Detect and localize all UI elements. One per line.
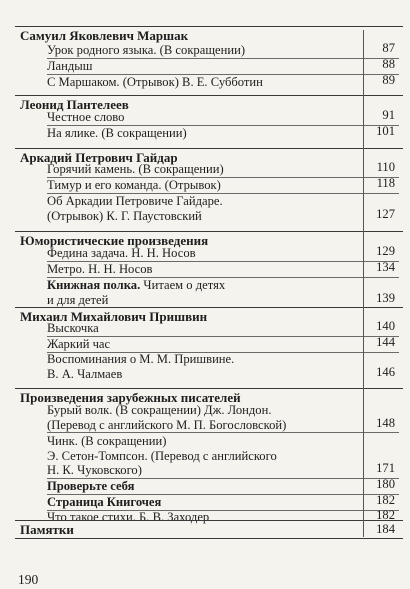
entry-text: Э. Сетон-Томпсон. (Перевод с английского: [47, 448, 277, 463]
entry-text: Горячий камень. (В сокращении): [47, 162, 224, 176]
memo-title: Памятки: [20, 522, 74, 537]
entry-page: 139: [376, 290, 395, 305]
entry-page: 148: [376, 415, 395, 430]
toc-entry[interactable]: [47, 246, 399, 262]
toc-entry[interactable]: [47, 337, 399, 353]
entry-text: Бурый волк. (В сокращении) Дж. Лондон.: [47, 403, 272, 417]
section-title: Самуил Яковлевич Маршак: [20, 28, 189, 43]
toc-entry[interactable]: [47, 59, 399, 75]
entry-text: Об Аркадии Петровиче Гайдаре.: [47, 194, 223, 208]
entry-page: 127: [376, 206, 395, 221]
toc-section: [15, 231, 403, 310]
entry-page: 89: [382, 73, 395, 87]
entry-text: С Маршаком. (Отрывок) В. Е. Субботин: [47, 75, 263, 89]
entry-page: 88: [382, 57, 395, 71]
toc-entry[interactable]: [47, 43, 399, 59]
toc-entry[interactable]: [47, 479, 399, 495]
entry-page: 171: [376, 461, 395, 476]
entry-page: 140: [376, 319, 395, 333]
entry-text: Урок родного языка. (В сокращении): [47, 43, 246, 57]
toc-section: [15, 148, 403, 227]
entry-text: Воспоминания о М. М. Пришвине.: [47, 352, 235, 366]
entry-bold-label: Страница Книгочея: [47, 495, 162, 509]
toc-entry[interactable]: [47, 434, 399, 479]
entry-bold-label: Книжная полка.: [47, 278, 141, 292]
toc-entry[interactable]: [47, 352, 399, 381]
entry-text: Жаркий час: [47, 337, 111, 351]
entry-page: 101: [376, 124, 395, 138]
entry-page: 144: [376, 335, 395, 349]
entry-text: Федина задача. Н. Н. Носов: [47, 246, 196, 260]
entry-text: Тимур и его команда. (Отрывок): [47, 178, 221, 192]
entry-page: 118: [376, 176, 395, 190]
entry-text: Выскочка: [47, 321, 99, 335]
page-column-rule: [363, 30, 364, 537]
entry-text: Н. К. Чуковского): [47, 463, 142, 478]
entry-page: 182: [376, 493, 395, 507]
memo-page: 184: [376, 522, 395, 536]
toc-section: [15, 95, 403, 142]
toc-entry[interactable]: [47, 178, 399, 194]
entry-page: 134: [376, 260, 395, 274]
toc-entry[interactable]: [47, 321, 399, 337]
toc-entry[interactable]: [47, 262, 399, 278]
entry-text: Что такое стихи. Б. В. Заходер: [47, 510, 210, 524]
toc-entry[interactable]: [47, 75, 399, 90]
entry-text: На ялике. (В сокращении): [47, 126, 187, 140]
entry-text: и для детей: [47, 292, 109, 307]
entry-text: Чинк. (В сокращении): [47, 434, 167, 448]
toc-entry[interactable]: [47, 110, 399, 126]
entry-text: В. А. Чалмаев: [47, 366, 123, 381]
toc-entry[interactable]: [47, 495, 399, 511]
entry-page: 146: [376, 364, 395, 379]
entry-text: Метро. Н. Н. Носов: [47, 262, 153, 276]
toc-entry[interactable]: [47, 162, 399, 178]
entry-text: (Перевод с английского М. П. Богословской): [47, 417, 287, 432]
section-title: Юмористические произведения: [20, 233, 209, 248]
entry-page: 180: [376, 477, 395, 491]
toc-entry[interactable]: [47, 403, 399, 433]
entry-text: Читаем о детях: [140, 278, 226, 292]
entry-page: 91: [382, 108, 395, 122]
section-title: Аркадий Петрович Гайдар: [20, 150, 178, 165]
toc-entry[interactable]: [47, 278, 399, 307]
entry-text: (Отрывок) К. Г. Паустовский: [47, 208, 202, 223]
toc-section: [15, 307, 403, 380]
toc-section: [15, 388, 403, 524]
entry-page: 110: [376, 160, 395, 174]
entry-page: 182: [376, 508, 395, 522]
entry-text: Честное слово: [47, 110, 125, 124]
entry-text: Ландыш: [47, 59, 93, 73]
entry-bold-label: Проверьте себя: [47, 479, 135, 493]
toc-section: [15, 26, 403, 91]
page-number: 190: [18, 572, 39, 587]
toc-memo-row[interactable]: [15, 520, 403, 539]
section-title: Произведения зарубежных писателей: [20, 390, 241, 405]
entry-page: 129: [376, 244, 395, 258]
entry-page: 87: [382, 41, 395, 55]
toc-entry[interactable]: [47, 126, 399, 141]
section-title: Михаил Михайлович Пришвин: [20, 309, 208, 324]
section-title: Леонид Пантелеев: [20, 97, 129, 112]
toc-entry[interactable]: [47, 194, 399, 223]
